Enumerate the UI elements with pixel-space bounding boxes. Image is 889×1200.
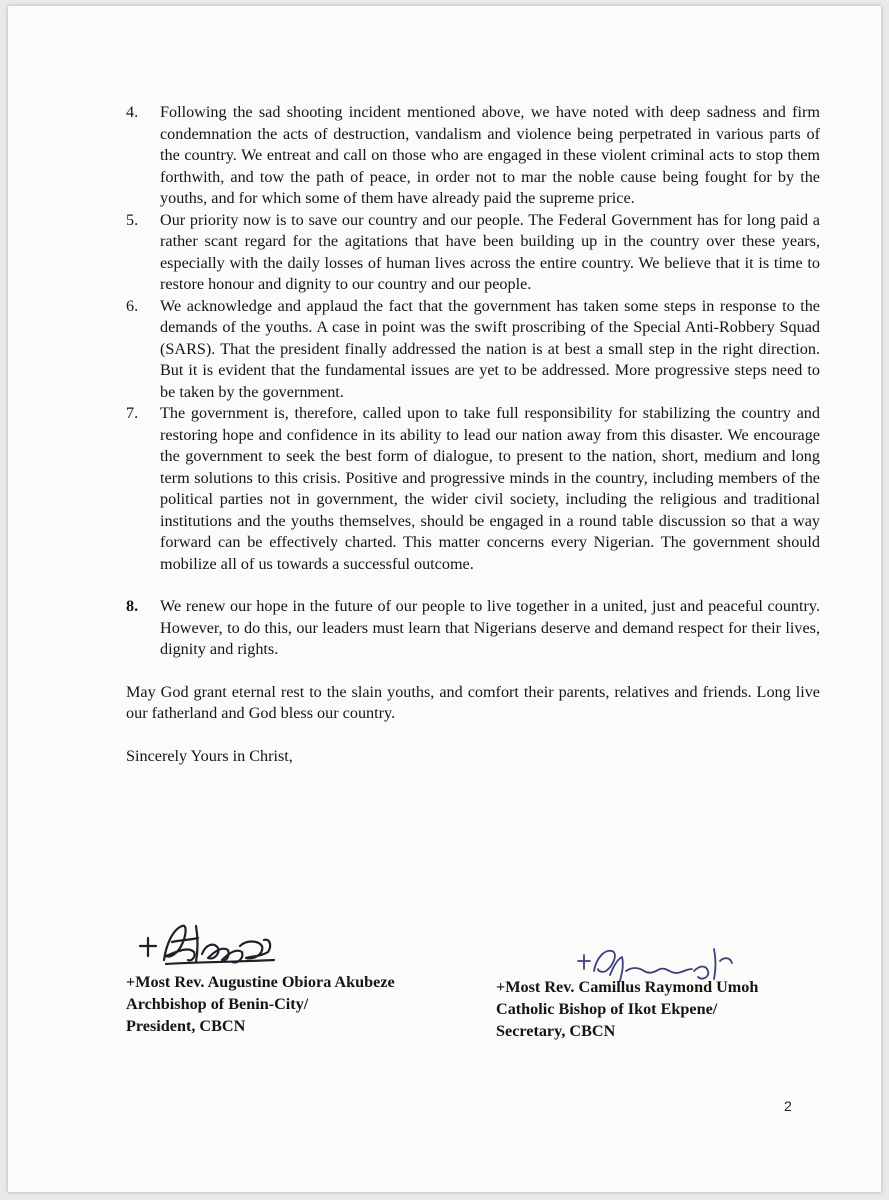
letter-page	[8, 6, 881, 1192]
item-text: We renew our hope in the future of our people to live together in a united, just and peaceful country. However, to do this, our leaders must learn that Nigerians deserve and demand respect for their lives, dignity and rights.	[160, 597, 820, 658]
item-text: Our priority now is to save our country and our people. The Federal Government has for long paid a rather scant regard for the agitations that have been building up in the country over these years, especially with the daily losses of human lives across the entire country. We believe that it is time to restore honour and dignity to our country and our people.	[160, 210, 820, 293]
numbered-item-8	[126, 596, 820, 661]
numbered-item-5	[126, 210, 820, 296]
item-number: 5.	[126, 210, 139, 229]
signatory-name: +Most Rev. Camillus Raymond Umoh	[496, 978, 759, 996]
signatory-left	[126, 971, 395, 1037]
item-number: 4.	[126, 103, 139, 121]
letter-body	[126, 102, 820, 767]
signatory-title: Catholic Bishop of Ikot Ekpene/	[496, 1000, 718, 1018]
signatory-role: Secretary, CBCN	[496, 1022, 616, 1040]
item-text: Following the sad shooting incident mentioned above, we have noted with deep sadness and firm condemnation the acts of destruction, vandalism and violence being perpetrated in various parts of the country. We entreat and call on those who are engaged in these violent criminal acts to stop them forthwith, and tow the path of peace, in order not to mar the noble cause being fought for by the youths, and for which some of them have already paid the supreme price.	[160, 103, 820, 207]
page-number: 2	[784, 1098, 792, 1114]
item-number: 7.	[126, 404, 139, 422]
numbered-item-6	[126, 296, 820, 404]
sign-off: Sincerely Yours in Christ,	[126, 746, 293, 765]
signatory-name: +Most Rev. Augustine Obiora Akubeze	[126, 973, 395, 991]
signatory-title: Archbishop of Benin-City/	[126, 995, 309, 1013]
paragraph-gap	[126, 575, 820, 596]
numbered-item-4	[126, 102, 820, 210]
signatory-role: President, CBCN	[126, 1017, 246, 1035]
item-text: The government is, therefore, called upon to take full responsibility for stabilizing the country and restoring hope and confidence in its ability to lead our nation away from this disaster. We encourage the government to seek the best form of dialogue, to present to the nation, short, medium and long term solutions to this crisis. Positive and progressive minds in the country, including members of the political parties not in government, the wider civil society, including the religious and traditional institutions and the youths themselves, should be engaged in a round table discussion so that a way forward can be effectively charted. This matter concerns every Nigerian. The government should mobilize all of us towards a successful outcome.	[160, 404, 820, 573]
item-number: 8.	[126, 597, 139, 615]
signatory-right	[496, 976, 758, 1042]
closing-paragraph: May God grant eternal rest to the slain youths, and comfort their parents, relatives and friends. Long live our fatherland and God bless our country.	[126, 682, 820, 722]
signature-left	[136, 916, 286, 976]
paragraph-gap	[126, 661, 820, 682]
item-number: 6.	[126, 296, 139, 315]
paragraph-gap	[126, 725, 820, 746]
numbered-item-7	[126, 403, 820, 575]
item-text: We acknowledge and applaud the fact that the government has taken some steps in response to the demands of the youths. A case in point was the swift proscribing of the Special Anti-Robbery Squad (SARS). That the president finally addressed the nation is at best a small step in the right direction. But it is evident that the fundamental issues are yet to be addressed. More progressive steps need to be taken by the government.	[160, 296, 820, 401]
